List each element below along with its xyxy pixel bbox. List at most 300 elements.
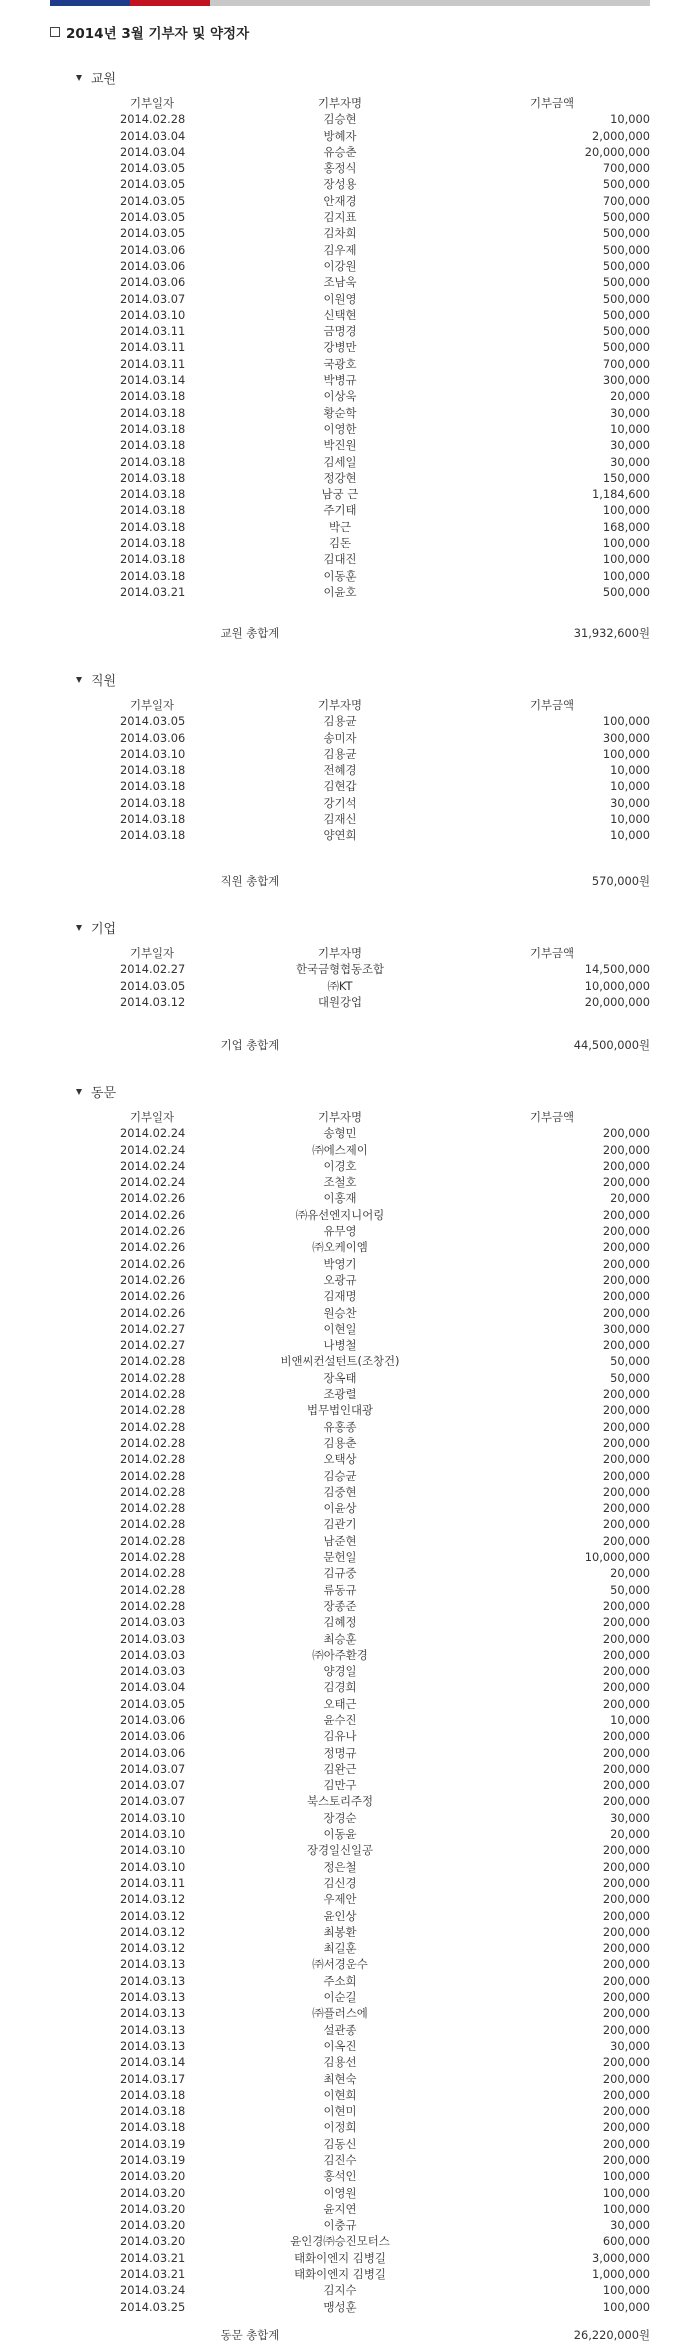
donation-date: 2014.03.18	[120, 519, 186, 534]
donor-name: 최승훈	[323, 1631, 357, 1646]
table-row	[110, 405, 650, 421]
donation-amount: 200,000	[602, 1664, 650, 1679]
table-row	[110, 535, 650, 551]
donor-table	[110, 95, 650, 600]
square-bullet-icon	[50, 27, 60, 37]
donation-date: 2014.03.05	[120, 978, 186, 993]
donor-name: 김진수	[323, 2153, 357, 2167]
triangle-bullet-icon	[76, 925, 82, 931]
donor-name: 한국금형협동조합	[295, 962, 385, 977]
table-header-row	[110, 95, 650, 111]
donation-amount: 200,000	[602, 1843, 650, 1858]
donation-amount: 200,000	[602, 1647, 650, 1662]
table-row	[110, 1142, 650, 1158]
donation-amount: 200,000	[602, 1468, 650, 1483]
donation-amount: 700,000	[602, 356, 650, 371]
donation-date: 2014.03.04	[120, 1680, 186, 1695]
donation-amount: 200,000	[602, 1973, 650, 1988]
donation-amount: 200,000	[602, 2153, 650, 2167]
table-row	[110, 1435, 650, 1451]
table-row	[110, 994, 650, 1010]
donation-amount: 700,000	[602, 161, 650, 176]
donation-amount: 500,000	[602, 210, 650, 225]
donor-name: 김현갑	[323, 779, 357, 794]
donor-name: 이옥진	[323, 2038, 357, 2053]
donor-name: 김만구	[323, 1778, 357, 1793]
donor-table	[110, 697, 650, 844]
donor-name: 박영기	[323, 1256, 357, 1271]
donation-amount: 20,000,000	[584, 994, 650, 1009]
donor-name: 이동윤	[323, 1827, 357, 1842]
donation-date: 2014.03.11	[120, 1875, 186, 1890]
donor-name: 이상욱	[323, 389, 357, 404]
donation-amount: 10,000	[610, 828, 650, 843]
table-row	[110, 1288, 650, 1304]
table-row	[110, 2087, 650, 2103]
donor-name: 오택상	[323, 1452, 357, 1467]
donation-date: 2014.03.18	[120, 828, 186, 843]
donation-amount: 10,000,000	[584, 1550, 650, 1565]
donation-amount: 50,000	[610, 1370, 650, 1385]
table-row	[110, 2054, 650, 2070]
donation-amount: 100,000	[602, 746, 650, 761]
donation-date: 2014.03.13	[120, 1990, 186, 2005]
donor-name: 최현숙	[323, 2071, 357, 2086]
table-row	[110, 144, 650, 160]
donation-date: 2014.03.18	[120, 763, 186, 778]
donation-date: 2014.02.28	[120, 1435, 186, 1450]
donation-date: 2014.02.28	[120, 1370, 186, 1385]
donation-amount: 100,000	[602, 2185, 650, 2200]
donation-amount: 50,000	[610, 1354, 650, 1369]
table-row	[110, 2299, 650, 2315]
donation-amount: 30,000	[610, 454, 650, 469]
donation-date: 2014.03.14	[120, 373, 186, 388]
table-row	[110, 1353, 650, 1369]
donor-name: 윤인상	[323, 1908, 357, 1923]
donation-date: 2014.03.18	[120, 2104, 186, 2119]
donor-name: 이현미	[323, 2104, 357, 2119]
donor-name: 김용춘	[323, 1435, 357, 1450]
table-row	[110, 978, 650, 994]
donation-date: 2014.02.24	[120, 1126, 186, 1141]
donor-name: ㈜플러스에	[312, 2006, 368, 2021]
donor-name: 이동훈	[323, 568, 357, 583]
donation-amount: 200,000	[602, 1517, 650, 1532]
donor-name: 이홍재	[323, 1191, 357, 1206]
donation-amount: 200,000	[602, 1924, 650, 1939]
table-row	[110, 193, 650, 209]
donor-name: 이윤상	[323, 1501, 357, 1516]
donor-name: 박진원	[323, 438, 357, 453]
donor-name: 이현일	[323, 1321, 357, 1336]
table-row	[110, 1402, 650, 1418]
donation-date: 2014.03.12	[120, 1924, 186, 1939]
donation-date: 2014.03.18	[120, 2120, 186, 2135]
donation-date: 2014.03.20	[120, 2201, 186, 2216]
donation-date: 2014.03.07	[120, 1761, 186, 1776]
donation-amount: 200,000	[602, 1859, 650, 1874]
donation-amount: 10,000	[610, 112, 650, 127]
donation-date: 2014.03.03	[120, 1615, 186, 1630]
table-row	[110, 1826, 650, 1842]
column-header-amount: 기부금액	[530, 946, 575, 960]
donation-amount: 20,000	[610, 1566, 650, 1581]
donation-date: 2014.02.26	[120, 1224, 186, 1239]
donation-amount: 3,000,000	[592, 2250, 650, 2265]
donor-name: 조남욱	[323, 275, 357, 290]
donation-date: 2014.02.26	[120, 1207, 186, 1222]
donation-amount: 300,000	[602, 730, 650, 745]
table-row	[110, 1631, 650, 1647]
donation-amount: 500,000	[602, 258, 650, 273]
donation-amount: 200,000	[602, 1598, 650, 1613]
table-row	[110, 2005, 650, 2021]
donation-date: 2014.03.06	[120, 258, 186, 273]
table-row	[110, 356, 650, 372]
table-row	[110, 2022, 650, 2038]
table-row	[110, 1500, 650, 1516]
donation-date: 2014.03.18	[120, 2087, 186, 2102]
donor-name: 최봉환	[323, 1924, 357, 1939]
donor-name: 정명규	[323, 1745, 357, 1760]
donation-date: 2014.03.18	[120, 389, 186, 404]
donation-amount: 30,000	[610, 2038, 650, 2053]
donor-name: 김규중	[323, 1566, 357, 1581]
donation-amount: 200,000	[602, 1435, 650, 1450]
donation-date: 2014.03.03	[120, 1631, 186, 1646]
table-row	[110, 1696, 650, 1712]
donation-date: 2014.02.28	[120, 1533, 186, 1548]
table-row	[110, 128, 650, 144]
donation-date: 2014.03.05	[120, 177, 186, 192]
donor-name: 홍석인	[323, 2169, 357, 2184]
triangle-bullet-icon	[76, 1089, 82, 1095]
table-row	[110, 2185, 650, 2201]
donation-date: 2014.02.24	[120, 1142, 186, 1157]
table-row	[110, 778, 650, 794]
donation-date: 2014.03.13	[120, 1973, 186, 1988]
donation-amount: 200,000	[602, 1338, 650, 1353]
table-row	[110, 961, 650, 977]
donation-date: 2014.03.13	[120, 2038, 186, 2053]
table-row	[110, 160, 650, 176]
donation-amount: 150,000	[602, 470, 650, 485]
donor-name: 김관기	[323, 1517, 357, 1532]
donation-date: 2014.02.28	[120, 1354, 186, 1369]
donor-name: 양연희	[323, 828, 357, 843]
donor-name: 대원강업	[317, 994, 362, 1009]
donation-amount: 200,000	[602, 1794, 650, 1809]
donation-amount: 200,000	[602, 1403, 650, 1418]
donation-amount: 200,000	[602, 1778, 650, 1793]
triangle-bullet-icon	[76, 75, 82, 81]
donation-date: 2014.02.28	[120, 1550, 186, 1565]
donor-name: 김용선	[323, 2055, 357, 2070]
section-total-label: 교원 총합계	[220, 626, 280, 640]
section-total-value: 31,932,600원	[573, 626, 650, 640]
donor-name: 정은철	[323, 1859, 357, 1874]
donation-date: 2014.03.18	[120, 503, 186, 518]
donor-name: 김지표	[323, 210, 357, 225]
donation-amount: 500,000	[602, 242, 650, 257]
section-total-value: 570,000원	[591, 874, 650, 888]
table-row	[110, 1239, 650, 1255]
donation-amount: 200,000	[602, 1941, 650, 1956]
donation-date: 2014.03.21	[120, 2267, 186, 2282]
donation-amount: 500,000	[602, 307, 650, 322]
column-header-name: 기부자명	[317, 698, 362, 712]
table-header-row	[110, 697, 650, 713]
donor-table	[110, 945, 650, 1010]
table-row	[110, 2119, 650, 2135]
column-header-date: 기부일자	[130, 946, 175, 960]
donation-date: 2014.03.18	[120, 405, 186, 420]
table-row	[110, 1679, 650, 1695]
donor-name: 국광호	[323, 356, 357, 371]
donor-name: 주소희	[323, 1973, 357, 1988]
donor-name: 김혜정	[323, 1615, 357, 1630]
donor-name: 김돈	[328, 536, 351, 551]
donor-name: 문헌일	[323, 1550, 357, 1565]
donation-date: 2014.03.10	[120, 746, 186, 761]
table-row	[110, 421, 650, 437]
table-row	[110, 323, 650, 339]
table-row	[110, 519, 650, 535]
table-row	[110, 2136, 650, 2152]
table-row	[110, 1989, 650, 2005]
donor-name: 오광규	[323, 1272, 357, 1287]
table-row	[110, 1565, 650, 1581]
donor-name: 남준현	[323, 1533, 357, 1548]
donation-amount: 200,000	[602, 1419, 650, 1434]
donation-amount: 200,000	[602, 1305, 650, 1320]
donor-name: 신택현	[323, 307, 357, 322]
donation-date: 2014.02.28	[120, 112, 186, 127]
donor-name: 김승균	[323, 1468, 357, 1483]
donation-amount: 30,000	[610, 438, 650, 453]
donor-name: 홍정식	[323, 161, 357, 176]
table-row	[110, 746, 650, 762]
donor-name: 원승찬	[323, 1305, 357, 1320]
table-row	[110, 372, 650, 388]
donation-date: 2014.03.12	[120, 1941, 186, 1956]
donation-amount: 500,000	[602, 584, 650, 599]
donation-amount: 200,000	[602, 2136, 650, 2151]
donor-name: 장경일신일공	[306, 1843, 374, 1858]
donation-amount: 20,000	[610, 1191, 650, 1206]
column-header-date: 기부일자	[130, 96, 175, 110]
donation-amount: 20,000	[610, 1827, 650, 1842]
table-row	[110, 762, 650, 778]
donation-date: 2014.03.18	[120, 568, 186, 583]
donation-date: 2014.03.11	[120, 324, 186, 339]
donation-date: 2014.03.18	[120, 470, 186, 485]
donation-amount: 500,000	[602, 291, 650, 306]
donation-amount: 200,000	[602, 1484, 650, 1499]
donation-amount: 200,000	[602, 1175, 650, 1190]
section-total-row	[110, 625, 650, 641]
donation-amount: 10,000,000	[584, 978, 650, 993]
table-row	[110, 2233, 650, 2249]
donation-amount: 10,000	[610, 779, 650, 794]
donor-name: 이순길	[323, 1990, 357, 2005]
donor-name: 안재경	[323, 193, 357, 208]
donation-amount: 200,000	[602, 1892, 650, 1907]
donation-amount: 100,000	[602, 503, 650, 518]
donation-date: 2014.03.05	[120, 210, 186, 225]
donor-name: 김차희	[323, 226, 357, 241]
donor-name: 최길훈	[323, 1941, 357, 1956]
section-heading-text: 직원	[91, 674, 117, 689]
column-header-amount: 기부금액	[530, 698, 575, 712]
donation-date: 2014.03.06	[120, 1729, 186, 1744]
donation-date: 2014.03.05	[120, 1696, 186, 1711]
table-row	[110, 1728, 650, 1744]
donor-name: 법무법인대광	[306, 1403, 374, 1418]
donation-amount: 200,000	[602, 1745, 650, 1760]
donation-date: 2014.03.18	[120, 552, 186, 567]
donation-amount: 200,000	[602, 1957, 650, 1972]
donor-name: 장경순	[323, 1810, 357, 1825]
section-total-row	[110, 1037, 650, 1053]
table-row	[110, 1859, 650, 1875]
table-header-row	[110, 1109, 650, 1125]
donor-name: 송형민	[323, 1126, 357, 1141]
donation-amount: 10,000	[610, 763, 650, 778]
donation-amount: 1,000,000	[592, 2267, 650, 2282]
donor-name: 맹성훈	[323, 2299, 357, 2314]
donation-amount: 200,000	[602, 1761, 650, 1776]
donation-date: 2014.03.10	[120, 307, 186, 322]
donor-name: 김유나	[323, 1729, 357, 1744]
donation-amount: 100,000	[602, 2299, 650, 2314]
column-header-name: 기부자명	[317, 1110, 362, 1124]
table-row	[110, 1207, 650, 1223]
table-row	[110, 339, 650, 355]
donor-name: 이경호	[323, 1158, 357, 1173]
donation-amount: 200,000	[602, 1272, 650, 1287]
donation-amount: 200,000	[602, 1990, 650, 2005]
donation-date: 2014.02.28	[120, 1582, 186, 1597]
donation-date: 2014.03.12	[120, 1908, 186, 1923]
donation-amount: 200,000	[602, 1126, 650, 1141]
top-color-bar	[50, 0, 650, 6]
table-row	[110, 1875, 650, 1891]
donation-date: 2014.03.06	[120, 730, 186, 745]
top-bar-segment-gray	[210, 0, 650, 6]
donation-date: 2014.03.19	[120, 2136, 186, 2151]
donation-amount: 200,000	[602, 2071, 650, 2086]
table-row	[110, 2217, 650, 2233]
table-row	[110, 584, 650, 600]
donation-amount: 200,000	[602, 1615, 650, 1630]
donation-amount: 500,000	[602, 324, 650, 339]
donor-name: 이현희	[323, 2087, 357, 2102]
table-row	[110, 1386, 650, 1402]
donation-amount: 100,000	[602, 2201, 650, 2216]
donation-amount: 100,000	[602, 714, 650, 729]
donation-date: 2014.03.21	[120, 584, 186, 599]
donation-date: 2014.02.27	[120, 962, 186, 977]
donor-name: 이윤호	[323, 584, 357, 599]
table-row	[110, 1940, 650, 1956]
donor-name: ㈜에스제이	[312, 1142, 368, 1157]
table-row	[110, 1598, 650, 1614]
table-row	[110, 1663, 650, 1679]
donation-amount: 200,000	[602, 1289, 650, 1304]
donor-name: 황순학	[323, 405, 357, 420]
donation-date: 2014.03.13	[120, 1957, 186, 1972]
donor-name: 박병규	[323, 373, 357, 388]
table-row	[110, 225, 650, 241]
donation-date: 2014.03.20	[120, 2169, 186, 2184]
donation-date: 2014.03.18	[120, 812, 186, 827]
section-heading	[76, 68, 116, 87]
table-row	[110, 437, 650, 453]
table-row	[110, 2201, 650, 2217]
top-bar-segment-red	[130, 0, 210, 6]
donor-name: 김재신	[323, 812, 357, 827]
donation-amount: 300,000	[602, 373, 650, 388]
table-row	[110, 470, 650, 486]
donor-name: 방혜자	[323, 128, 357, 143]
donor-name: 류동규	[323, 1582, 357, 1597]
donor-name: ㈜유선엔지니어링	[295, 1207, 385, 1222]
donation-date: 2014.03.04	[120, 144, 186, 159]
donor-name: 조철호	[323, 1175, 357, 1190]
table-row	[110, 1256, 650, 1272]
table-row	[110, 568, 650, 584]
donation-date: 2014.03.05	[120, 193, 186, 208]
donor-name: 장성용	[323, 177, 357, 192]
donation-amount: 30,000	[610, 405, 650, 420]
column-header-name: 기부자명	[317, 96, 362, 110]
donation-date: 2014.02.28	[120, 1419, 186, 1434]
donation-amount: 10,000	[610, 1712, 650, 1727]
table-row	[110, 2282, 650, 2298]
section-heading	[76, 918, 116, 937]
donor-name: 주기태	[323, 503, 357, 518]
donation-date: 2014.02.28	[120, 1452, 186, 1467]
column-header-name: 기부자명	[317, 946, 362, 960]
donation-date: 2014.03.24	[120, 2283, 186, 2298]
table-row	[110, 1516, 650, 1532]
donation-date: 2014.03.06	[120, 1745, 186, 1760]
donation-amount: 2,000,000	[592, 128, 650, 143]
donation-date: 2014.03.18	[120, 779, 186, 794]
donation-date: 2014.03.25	[120, 2299, 186, 2314]
donation-date: 2014.03.20	[120, 2185, 186, 2200]
donation-amount: 100,000	[602, 2169, 650, 2184]
donor-name: ㈜아주환경	[312, 1647, 368, 1662]
donor-name: 윤수진	[323, 1712, 357, 1727]
donor-name: 김재명	[323, 1289, 357, 1304]
table-row	[110, 1761, 650, 1777]
donation-date: 2014.03.07	[120, 291, 186, 306]
donation-amount: 100,000	[602, 2283, 650, 2298]
donation-date: 2014.02.26	[120, 1289, 186, 1304]
donation-amount: 600,000	[602, 2234, 650, 2249]
donation-date: 2014.03.14	[120, 2055, 186, 2070]
donation-amount: 100,000	[602, 536, 650, 551]
donation-date: 2014.02.27	[120, 1338, 186, 1353]
table-row	[110, 502, 650, 518]
donation-date: 2014.02.26	[120, 1305, 186, 1320]
table-row	[110, 1973, 650, 1989]
table-row	[110, 1614, 650, 1630]
donation-amount: 200,000	[602, 1240, 650, 1255]
